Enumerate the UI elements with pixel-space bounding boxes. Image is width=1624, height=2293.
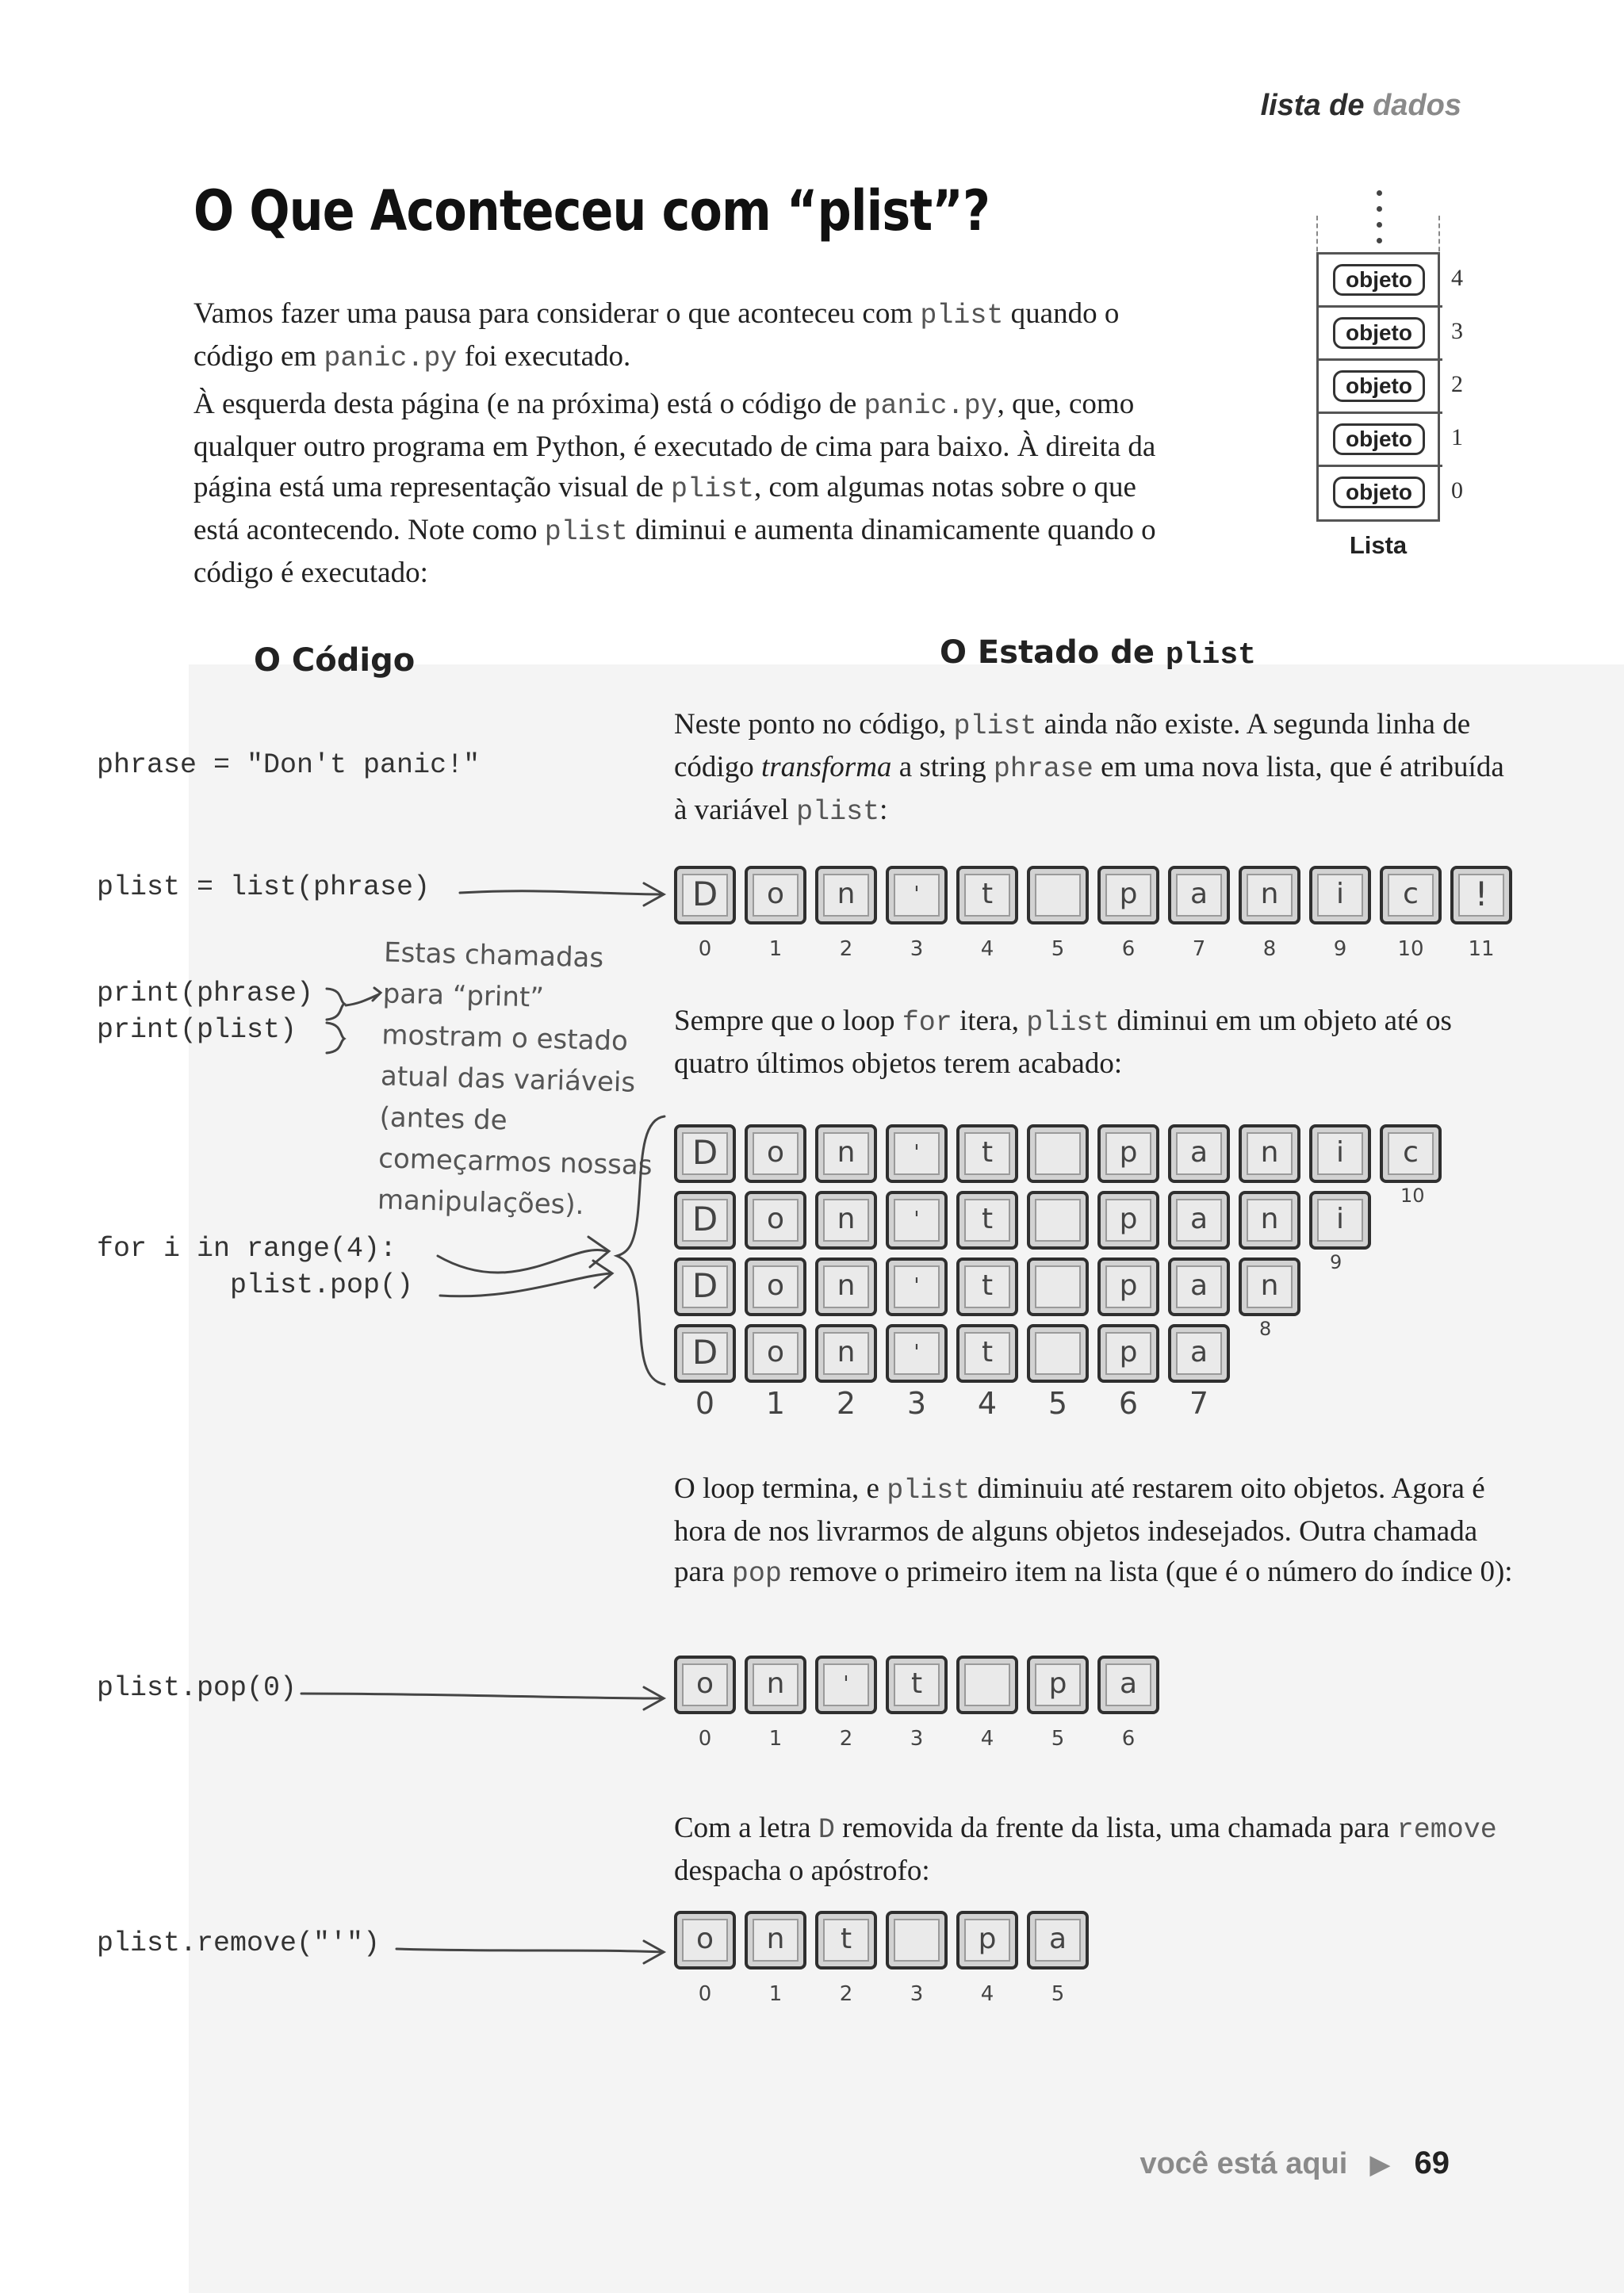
text-segment: em uma nova lista, que é atribuída à variável <box>674 751 1504 826</box>
list-item-tile: o <box>745 1258 806 1316</box>
index-label: 6 <box>1118 1386 1139 1421</box>
object-label: objeto <box>1333 264 1425 296</box>
page-title: O Que Aconteceu com “plist”? <box>193 178 990 243</box>
index-label: 3 <box>910 1982 924 2006</box>
list-item-tile: t <box>886 1656 948 1714</box>
list-item-tile: p <box>1097 1258 1159 1316</box>
index-label: 2 <box>839 1727 853 1751</box>
list-item-tile: c <box>1380 866 1442 924</box>
list-item-tile: i <box>1309 1191 1371 1250</box>
list-item-tile: i <box>1309 1124 1371 1183</box>
list-item-tile: D <box>674 1124 736 1183</box>
arrow-line <box>438 1250 607 1273</box>
list-item-tile: D <box>674 1324 736 1383</box>
index-label: 5 <box>1051 1727 1065 1751</box>
index-label: 4 <box>980 937 994 961</box>
list-item-tile: p <box>1097 1324 1159 1383</box>
text-segment: ainda não existe. A segunda linha de código <box>674 708 1471 783</box>
inline-code: plist <box>953 710 1037 742</box>
text-segment: removida da frente da lista, uma chamada para <box>834 1812 1397 1844</box>
list-item-tile: ! <box>1450 866 1512 924</box>
text-segment: despacha o apóstrofo: <box>674 1855 930 1887</box>
text-segment: Sempre que o loop <box>674 1005 902 1037</box>
text-segment: diminui e aumenta dinamicamente quando o código é executado: <box>193 514 1156 589</box>
list-item-tile: n <box>815 1258 877 1316</box>
list-item-tile: n <box>745 1656 806 1714</box>
list-item-tile: o <box>745 1124 806 1183</box>
inline-code: plist <box>544 516 628 548</box>
list-item-tile: ' <box>886 866 948 924</box>
list-item-tile: ' <box>886 1324 948 1383</box>
list-index: 2 <box>1451 371 1463 397</box>
list-item-tile: o <box>674 1911 736 1970</box>
page-number: 69 <box>1414 2146 1450 2180</box>
text-segment: Neste ponto no código, <box>674 708 954 741</box>
index-label: 5 <box>1051 937 1065 961</box>
handwritten-note: Estas chamadas para “print” mostram o estado atual das variáveis (antes de começarmos nossas manipulações). <box>377 936 653 1222</box>
list-item-tile: t <box>815 1911 877 1970</box>
text-segment: itera, <box>952 1005 1027 1037</box>
index-label: 11 <box>1468 937 1495 961</box>
text-segment: Vamos fazer uma pausa para considerar o que aconteceu com <box>193 297 921 330</box>
inline-code: panic.py <box>864 390 998 422</box>
text-segment: quando o código em <box>193 297 1120 373</box>
index-label: 7 <box>1189 1386 1209 1421</box>
code-line-pop0: plist.pop(0) <box>97 1672 297 1704</box>
list-item-tile: D <box>674 1258 736 1316</box>
list-item-tile: n <box>815 1191 877 1250</box>
text-segment: , com algumas notas sobre o que está acontecendo. Note como <box>193 471 1136 546</box>
list-item-tile: o <box>745 1324 806 1383</box>
curly-brace-upper <box>327 989 344 1020</box>
inline-code: plist <box>796 796 880 828</box>
arrow-line <box>396 1949 662 1952</box>
index-label: 1 <box>768 937 783 961</box>
list-index: 4 <box>1451 265 1463 291</box>
list-item-tile: p <box>1097 1124 1159 1183</box>
list-item-tile: a <box>1168 1324 1230 1383</box>
list-item-tile: t <box>956 1258 1018 1316</box>
list-item-tile: n <box>1239 1191 1300 1250</box>
list-item-tile: n <box>815 866 877 924</box>
state-heading-text: O Estado de <box>940 634 1155 671</box>
list-item-tile: a <box>1097 1656 1159 1714</box>
index-label: 5 <box>1051 1982 1065 2006</box>
list-item-tile: t <box>956 866 1018 924</box>
text-segment: O loop termina, e <box>674 1472 887 1505</box>
index-label: 0 <box>695 1386 715 1421</box>
list-item-tile: p <box>1097 866 1159 924</box>
object-label: objeto <box>1333 370 1425 402</box>
loop-curly-brace <box>617 1116 665 1384</box>
text-segment: , que, como qualquer outro programa em Python, é executado de cima para baixo. À direita da página está uma representação visual de <box>193 388 1156 503</box>
list-index: 1 <box>1451 424 1463 450</box>
list-item-tile: a <box>1168 866 1230 924</box>
list-item-tile: a <box>1168 1258 1230 1316</box>
list-item-tile: ' <box>886 1191 948 1250</box>
text-segment: a string <box>891 751 994 783</box>
object-label: objeto <box>1333 477 1425 508</box>
state-heading-code: plist <box>1165 638 1256 672</box>
index-label: 2 <box>836 1386 856 1421</box>
list-item-tile: n <box>745 1911 806 1970</box>
index-label: 2 <box>839 937 853 961</box>
list-item-tile: o <box>674 1656 736 1714</box>
index-label: 4 <box>980 1982 994 2006</box>
curly-brace-lower <box>327 1023 344 1053</box>
inline-code: pop <box>731 1558 782 1590</box>
index-label: 6 <box>1121 1727 1136 1751</box>
list-item-tile: D <box>674 866 736 924</box>
list-item-tile: o <box>745 1191 806 1250</box>
code-line-list: plist = list(phrase) <box>97 871 431 903</box>
code-column-heading: O Código <box>254 642 416 679</box>
code-line-remove: plist.remove("'") <box>97 1927 381 1959</box>
removed-index-label: 8 <box>1259 1318 1272 1340</box>
removed-index-label: 9 <box>1330 1251 1342 1273</box>
index-label: 1 <box>765 1386 786 1421</box>
list-item-tile: p <box>1097 1191 1159 1250</box>
removed-index-label: 10 <box>1400 1185 1425 1207</box>
text-segment: diminui em um objeto até os quatro últimos objetos terem acabado: <box>674 1005 1452 1080</box>
index-label: 3 <box>910 937 924 961</box>
list-item-tile: p <box>956 1911 1018 1970</box>
index-label: 0 <box>698 1982 712 2006</box>
list-item-tile: o <box>745 866 806 924</box>
list-caption: Lista <box>1349 531 1408 559</box>
list-item-tile: t <box>956 1124 1018 1183</box>
index-label: 10 <box>1397 937 1424 961</box>
index-label: 6 <box>1121 937 1136 961</box>
index-label: 4 <box>977 1386 998 1421</box>
inline-code: plist <box>671 473 755 505</box>
index-label: 0 <box>698 1727 712 1751</box>
page-footer <box>1139 2146 1450 2181</box>
inline-code: for <box>902 1007 952 1039</box>
inline-code: plist <box>887 1475 971 1506</box>
index-label: 5 <box>1048 1386 1068 1421</box>
list-item-tile: p <box>1027 1656 1089 1714</box>
index-label: 4 <box>980 1727 994 1751</box>
footer-you-are-here: você está aqui <box>1139 2147 1348 2180</box>
index-label: 7 <box>1192 937 1206 961</box>
inline-code: D <box>818 1814 835 1846</box>
list-item-tile: a <box>1027 1911 1089 1970</box>
inline-code: plist <box>1026 1007 1110 1039</box>
text-segment: À esquerda desta página (e na próxima) está o código de <box>193 388 864 420</box>
text-segment: foi executado. <box>457 340 631 373</box>
arrow-line <box>440 1273 611 1296</box>
list-item-tile: a <box>1168 1124 1230 1183</box>
index-label: 3 <box>906 1386 927 1421</box>
index-label: 2 <box>839 1982 853 2006</box>
list-item-tile: n <box>1239 866 1300 924</box>
list-index: 0 <box>1451 477 1463 503</box>
text-segment: Com a letra <box>674 1812 818 1844</box>
list-item-tile: n <box>815 1124 877 1183</box>
inline-code: panic.py <box>324 343 458 374</box>
arrow-line <box>460 891 662 894</box>
code-line-for-loop: for i in range(4): plist.pop() <box>97 1233 414 1301</box>
index-label: 3 <box>910 1727 924 1751</box>
arrow-line <box>301 1694 662 1698</box>
index-label: 1 <box>768 1727 783 1751</box>
text-segment: : <box>879 794 888 826</box>
index-label: 9 <box>1333 937 1347 961</box>
list-item-tile: c <box>1380 1124 1442 1183</box>
index-label: 1 <box>768 1982 783 2006</box>
list-item-tile: n <box>1239 1124 1300 1183</box>
list-item-tile: n <box>815 1324 877 1383</box>
index-label: 0 <box>698 937 712 961</box>
list-item-tile: ' <box>886 1124 948 1183</box>
object-label: objeto <box>1333 317 1425 349</box>
emphasis-text: transforma <box>760 751 892 783</box>
list-item-tile: ' <box>886 1258 948 1316</box>
inline-code: phrase <box>993 753 1094 785</box>
index-label: 8 <box>1262 937 1277 961</box>
list-item-tile: i <box>1309 866 1371 924</box>
header-part-2: dados <box>1373 89 1461 122</box>
list-item-tile: D <box>674 1191 736 1250</box>
list-index: 3 <box>1451 318 1463 344</box>
inline-code: plist <box>920 300 1004 331</box>
inline-code: remove <box>1396 1814 1497 1846</box>
list-item-tile: n <box>1239 1258 1300 1316</box>
list-item-tile: t <box>956 1324 1018 1383</box>
code-line-print: print(phrase) print(plist) <box>97 978 314 1046</box>
list-item-tile: ' <box>815 1656 877 1714</box>
code-line-phrase: phrase = "Don't panic!" <box>97 749 481 781</box>
text-segment: diminuiu até restarem oito objetos. Agora é hora de nos livrarmos de alguns objetos indesejados. Outra chamada para <box>674 1472 1485 1588</box>
list-item-tile: t <box>956 1191 1018 1250</box>
header-part-1: lista de <box>1260 89 1365 122</box>
text-segment: remove o primeiro item na lista (que é o número do índice 0): <box>781 1556 1513 1588</box>
object-label: objeto <box>1333 423 1425 455</box>
right-triangle-icon: ▶ <box>1369 2149 1391 2180</box>
list-item-tile: a <box>1168 1191 1230 1250</box>
